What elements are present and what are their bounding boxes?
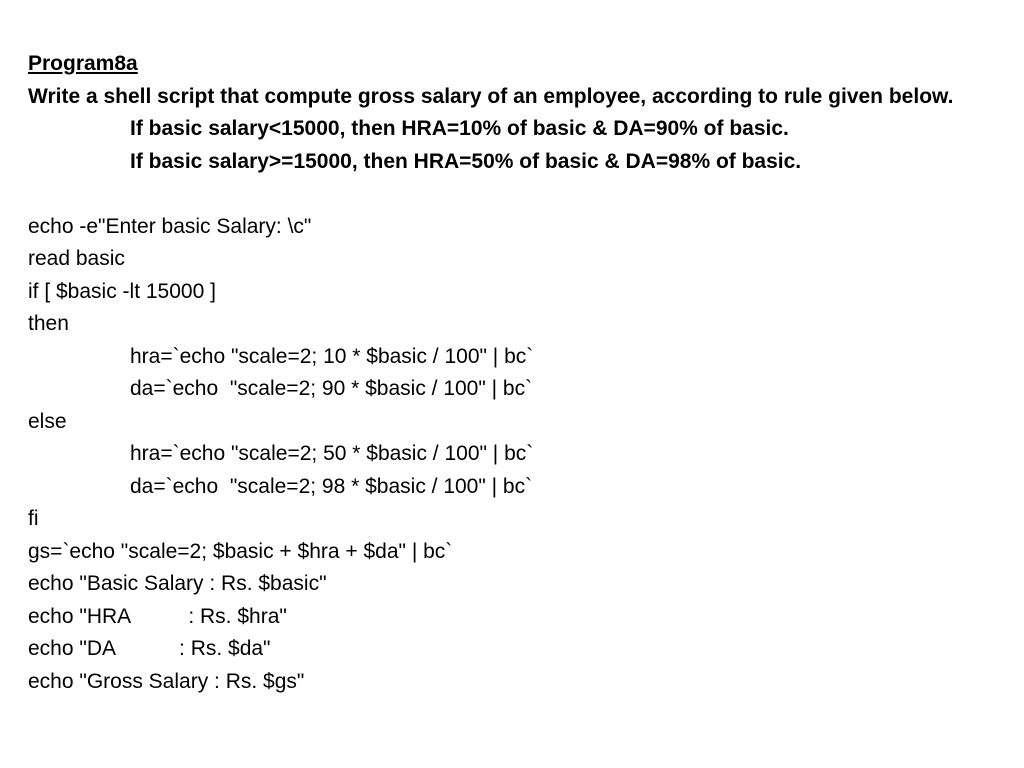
code-line: else bbox=[28, 409, 67, 433]
code-line: da=`echo "scale=2; 98 * $basic / 100" | bc` bbox=[130, 474, 533, 498]
blank-spacer bbox=[28, 178, 1008, 211]
code-line: echo "DA : Rs. $da" bbox=[28, 637, 271, 660]
code-line: hra=`echo "scale=2; 50 * $basic / 100" | bc` bbox=[130, 442, 534, 465]
code-line: then bbox=[28, 312, 69, 335]
code-line: echo "Gross Salary : Rs. $gs" bbox=[28, 669, 305, 693]
document-page bbox=[28, 48, 1008, 698]
code-line: da=`echo "scale=2; 90 * $basic / 100" | bc` bbox=[130, 377, 533, 400]
program-description: Write a shell script that compute gross salary of an employee, according to rule given below. bbox=[28, 84, 954, 108]
rule-line: If basic salary>=15000, then HRA=50% of basic & DA=98% of basic. bbox=[130, 149, 802, 173]
code-line: echo "HRA : Rs. $hra" bbox=[28, 604, 287, 628]
code-line: if [ $basic -lt 15000 ] bbox=[28, 279, 216, 303]
code-line: read basic bbox=[28, 247, 125, 270]
code-line: echo -e"Enter basic Salary: \c" bbox=[28, 214, 312, 238]
program-title: Program8a bbox=[28, 52, 138, 75]
code-line: echo "Basic Salary : Rs. $basic" bbox=[28, 572, 327, 595]
code-line: fi bbox=[28, 507, 39, 530]
code-line: hra=`echo "scale=2; 10 * $basic / 100" | bc` bbox=[130, 344, 534, 368]
rule-line: If basic salary<15000, then HRA=10% of basic & DA=90% of basic. bbox=[130, 117, 789, 140]
code-line: gs=`echo "scale=2; $basic + $hra + $da" | bc` bbox=[28, 539, 453, 563]
